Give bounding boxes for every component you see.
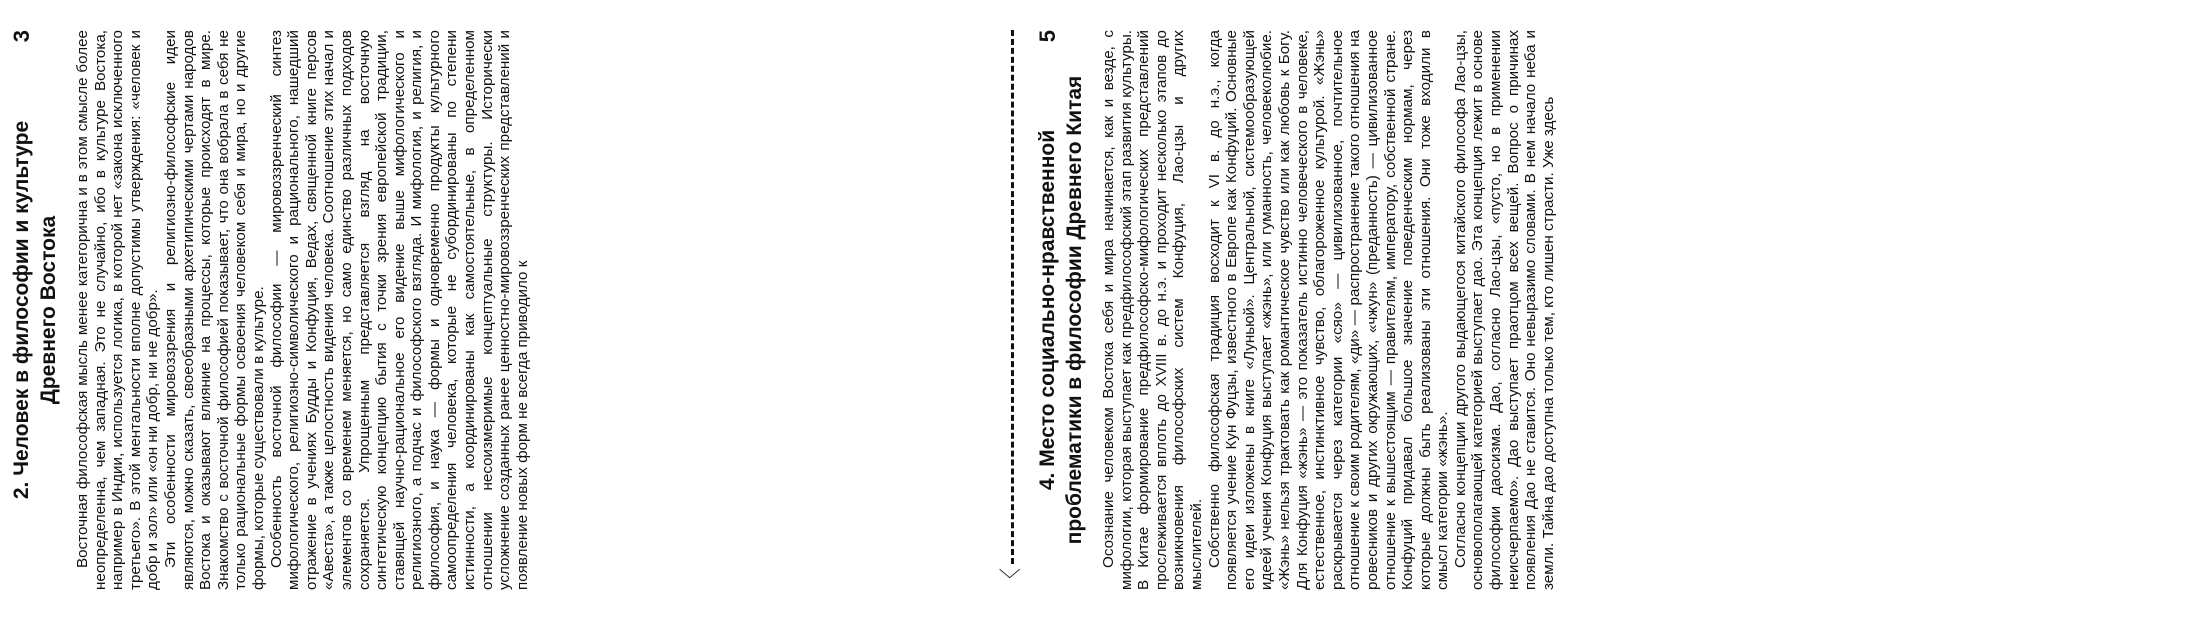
page-number-5: 5 [1035,30,1060,43]
section-2-heading [8,30,62,590]
section-4-paragraph-1: Осознание человеком Востока себя и мира начинается, как и везде, с мифологии, которая выступает как предфилософский этап развития культуры. В Китае формирование предфилософско-мифологических представлений прослеживается вплоть до XVIII в. до н.э. и проходит несколько этапов до возникновения философских систем Конфуция, Лао-цзы и других мыслителей. [1100,30,1205,590]
section-4-title: 4. Место социально-нравственной проблематики в философии Древнего Китая [1036,75,1086,545]
section-2-paragraph-2: Эти особенности мировоззрения и религиозно-философские идеи являются, можно сказать, своеобразными архетипическими чертами народов Востока и оказывают влияние на процессы, которые происходят в мире. Знакомство с восточной философией показывает, что она вобрала в себя не только рациональные формы освоения человеком себя и мира, но и другие формы, которые существовали в культуре. [161,30,267,590]
section-4 [1034,30,1557,590]
section-2-paragraph-3: Особенность восточной философии — мировоззренческий синтез мифологического, религиозно-символического и рационального, нашедший отражение в учениях Будды и Конфуция, Ведах, священной книге персов «Авеста», а также целостность видения человека. Соотношение этих начал и элементов со временем меняется, но само единство различных подходов сохраняется. Упрощенным представляется взгляд на восточную синтетическую концепцию бытия с точки зрения европейской традиции, ставящей научно-рациональное его видение выше мифологического и религиозного, а подчас и философского взгляда. И мифология, и религия, и философия, и наука — формы и одновременно продукты культурного самоопределения человека, которые не субординированы по степени истинности, а координированы как самостоятельные, в определенном отношении несоизмеримые концептуальные структуры. Исторически усложнение созданных ранее ценностно-мировоззренческих представлений и появление новых форм не всегда приводило к [267,30,531,590]
section-2-title: 2. Человек в философии и культуре Древнего Востока [10,120,60,500]
page-number-3: 3 [9,30,34,43]
section-2 [8,30,531,590]
dashed-cut-line [1011,30,1014,564]
section-2-paragraph-1: Восточная философская мысль менее категорична и в этом смысле более неопределенна, чем западная. Это не случайно, ибо в культуре Востока, например в Индии, используется логика, в которой нет «закона исключенного третьего». В этой ментальности вполне допустимы утверждения: «человек и добр и зол» или «он ни добр, ни не добр». [74,30,162,590]
section-4-paragraph-2: Собственно философская традиция восходит к VI в. до н.э., когда появляется учение Кун Фуцзы, известного в Европе как Конфуций. Основные его идеи изложены в книге «Луньюй». Центральной, системообразующей идеей учения Конфуция выступает «жэнь», или гуманность, человеколюбие. «Жэнь» нельзя трактовать как романтическое чувство или как любовь к Богу. Для Конфуция «жэнь» — это показатель истинно человеческого в человеке, естественное, инстинктивное чувство, облагороженное культурой. «Жэнь» раскрывается через категории «сяо» — цивилизованное, почтительное отношение к своим родителям, «ди» — распространение такого отношения на ровесников и других окружающих, «чжун» (преданность) — цивилизованное отношение к вышестоящим — правителям, императору, собственной стране. Конфуций придавал большое значение поведенческим нормам, через которые должны быть реализованы эти отношения. Они тоже входили в смысл категории «жэнь». [1205,30,1452,590]
chevron-left-icon: 〈 [999,567,1024,590]
section-4-paragraph-3: Согласно концепции другого выдающегося китайского философа Лао-цзы, основополагающей категорией выступает дао. Эта концепция лежит в основе философии даосизма. Дао, согласно Лао-цзы, «пусто, но в применении неисчерпаемо». Дао выступает праотцом всех вещей. Вопрос о причинах появления Дао не ставится. Оно невыразимо словами. В нем начало неба и земли. Тайна дао доступна только тем, кто лишен страсти. Уже здесь [1451,30,1557,590]
page-cut-separator [999,30,1024,590]
section-4-heading [1034,30,1088,590]
